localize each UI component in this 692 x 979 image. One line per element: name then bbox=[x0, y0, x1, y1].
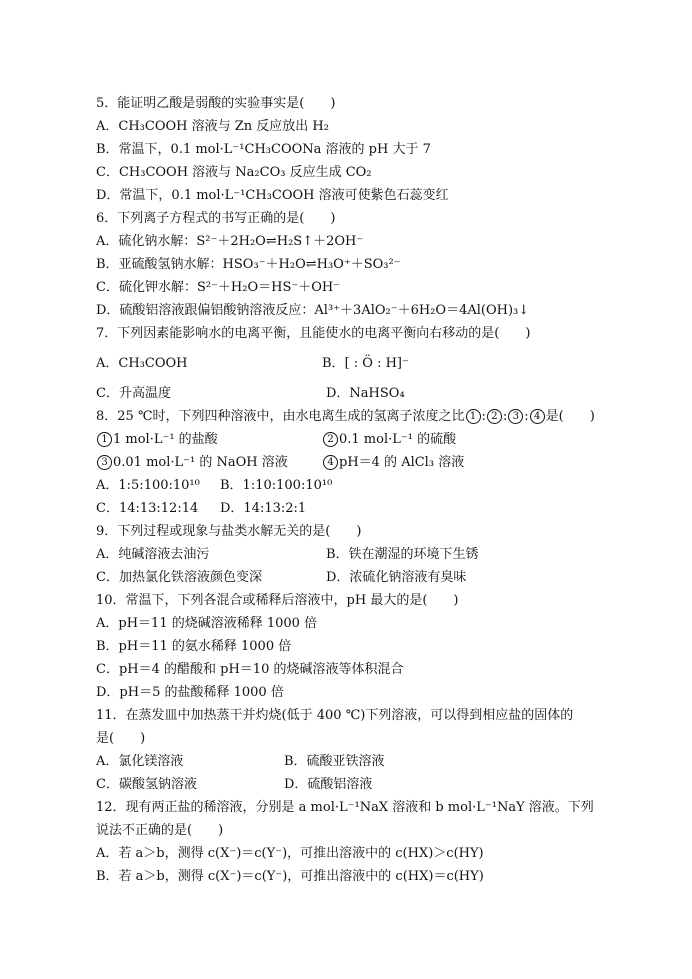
q6-option-b: B．亚硫酸氢钠水解：HSO₃⁻＋H₂O⇌H₃O⁺＋SO₃²⁻ bbox=[96, 257, 401, 272]
q12-option-b: B．若 a＞b，测得 c(X⁻)＝c(Y⁻)，可推出溶液中的 c(HX)＝c(HY) bbox=[96, 869, 484, 884]
q10-stem: 10．常温下，下列各混合或稀释后溶液中，pH 最大的是( ) bbox=[96, 593, 459, 608]
q11-option-d: D．硫酸铝溶液 bbox=[284, 777, 373, 792]
q5-stem: 5．能证明乙酸是弱酸的实验事实是( ) bbox=[96, 96, 336, 111]
q8-solution-3 bbox=[96, 454, 288, 472]
q11-stem-line2: 是( ) bbox=[96, 731, 146, 746]
q6-option-c: C．硫化钾水解：S²⁻＋H₂O＝HS⁻＋OH⁻ bbox=[96, 280, 341, 295]
circled-number-1: 1 bbox=[97, 432, 112, 447]
circled-number-3: 3 bbox=[508, 409, 523, 424]
q6-option-d: D．硫酸铝溶液跟偏铝酸钠溶液反应：Al³⁺＋3AlO₂⁻＋6H₂O＝4Al(OH)₃↓ bbox=[96, 303, 530, 318]
q8-option-a: A．1:5:100:10¹⁰ bbox=[96, 478, 200, 493]
circled-number-2: 2 bbox=[323, 432, 338, 447]
q10-option-c: C．pH＝4 的醋酸和 pH＝10 的烧碱溶液等体积混合 bbox=[96, 662, 404, 677]
q5-option-d: D．常温下，0.1 mol·L⁻¹CH₃COOH 溶液可使紫色石蕊变红 bbox=[96, 188, 449, 203]
q9-stem: 9．下列过程或现象与盐类水解无关的是( ) bbox=[96, 524, 362, 539]
q10-option-a: A．pH＝11 的烧碱溶液稀释 1000 倍 bbox=[96, 616, 318, 631]
q11-option-b: B．硫酸亚铁溶液 bbox=[284, 754, 385, 769]
q9-option-a: A．纯碱溶液去油污 bbox=[96, 547, 210, 562]
q8-solution-4 bbox=[322, 454, 464, 472]
q8-solution-2-text: 0.1 mol·L⁻¹ 的硫酸 bbox=[339, 432, 457, 447]
circled-number-4: 4 bbox=[530, 409, 545, 424]
q5-option-a: A．CH₃COOH 溶液与 Zn 反应放出 H₂ bbox=[96, 119, 329, 134]
q9-option-b: B．铁在潮湿的环境下生锈 bbox=[326, 547, 479, 562]
circled-number-2: 2 bbox=[487, 409, 502, 424]
q6-stem: 6．下列离子方程式的书写正确的是( ) bbox=[96, 211, 336, 226]
q8-solution-1-text: 1 mol·L⁻¹ 的盐酸 bbox=[113, 432, 218, 447]
q6-option-a: A．硫化钠水解：S²⁻＋2H₂O⇌H₂S↑＋2OH⁻ bbox=[96, 234, 364, 249]
circled-number-3: 3 bbox=[97, 455, 112, 470]
q8-stem-prefix: 8．25 ℃时，下列四种溶液中，由水电离生成的氢离子浓度之比 bbox=[96, 409, 465, 424]
ratio-colon: : bbox=[481, 409, 486, 424]
q8-option-b: B．1:10:100:10¹⁰ bbox=[220, 478, 333, 493]
q8-solution-2 bbox=[322, 431, 456, 449]
hydroxide-electron-formula: [ : Ö : H]⁻ bbox=[344, 356, 409, 371]
circled-number-1: 1 bbox=[466, 409, 481, 424]
ratio-colon: : bbox=[524, 409, 529, 424]
q12-option-a: A．若 a＞b，测得 c(X⁻)＝c(Y⁻)，可推出溶液中的 c(HX)＞c(HY) bbox=[96, 846, 484, 861]
q11-option-a: A．氯化镁溶液 bbox=[96, 754, 184, 769]
q7-option-a: A．CH₃COOH bbox=[96, 356, 188, 371]
q12-stem-line1: 12．现有两正盐的稀溶液，分别是 a mol·L⁻¹NaX 溶液和 b mol·L⁻¹NaY 溶液。下列 bbox=[96, 800, 594, 815]
ratio-colon: : bbox=[502, 409, 508, 424]
q7-stem: 7．下列因素能影响水的电离平衡，且能使水的电离平衡向右移动的是( ) bbox=[96, 326, 531, 341]
q11-stem-line1: 11．在蒸发皿中加热蒸干并灼烧(低于 400 ℃)下列溶液，可以得到相应盐的固体的 bbox=[96, 708, 574, 723]
q8-option-c: C．14:13:12:14 bbox=[96, 501, 199, 516]
q5-option-c: C．CH₃COOH 溶液与 Na₂CO₃ 反应生成 CO₂ bbox=[96, 165, 372, 180]
q5-option-b: B．常温下，0.1 mol·L⁻¹CH₃COONa 溶液的 pH 大于 7 bbox=[96, 142, 431, 157]
q8-stem-suffix: 是( ) bbox=[545, 409, 595, 424]
q8-option-d: D．14:13:2:1 bbox=[220, 501, 307, 516]
q9-option-d: D．浓硫化钠溶液有臭味 bbox=[326, 570, 467, 585]
q12-stem-line2: 说法不正确的是( ) bbox=[96, 823, 224, 838]
q11-option-c: C．碳酸氢钠溶液 bbox=[96, 777, 197, 792]
q8-solution-3-text: 0.01 mol·L⁻¹ 的 NaOH 溶液 bbox=[113, 455, 288, 470]
q7-option-d: D．NaHSO₄ bbox=[326, 386, 405, 401]
q7-option-b bbox=[322, 355, 409, 373]
circled-number-4: 4 bbox=[323, 455, 338, 470]
q8-stem bbox=[96, 408, 595, 426]
q8-solution-4-text: pH＝4 的 AlCl₃ 溶液 bbox=[339, 455, 465, 470]
q8-solution-1 bbox=[96, 431, 218, 449]
q10-option-d: D．pH＝5 的盐酸稀释 1000 倍 bbox=[96, 685, 284, 700]
q9-option-c: C．加热氯化铁溶液颜色变深 bbox=[96, 570, 262, 585]
q7-option-c: C．升高温度 bbox=[96, 386, 171, 401]
q7-option-b-prefix: B． bbox=[322, 356, 345, 371]
q10-option-b: B．pH＝11 的氨水稀释 1000 倍 bbox=[96, 639, 292, 654]
